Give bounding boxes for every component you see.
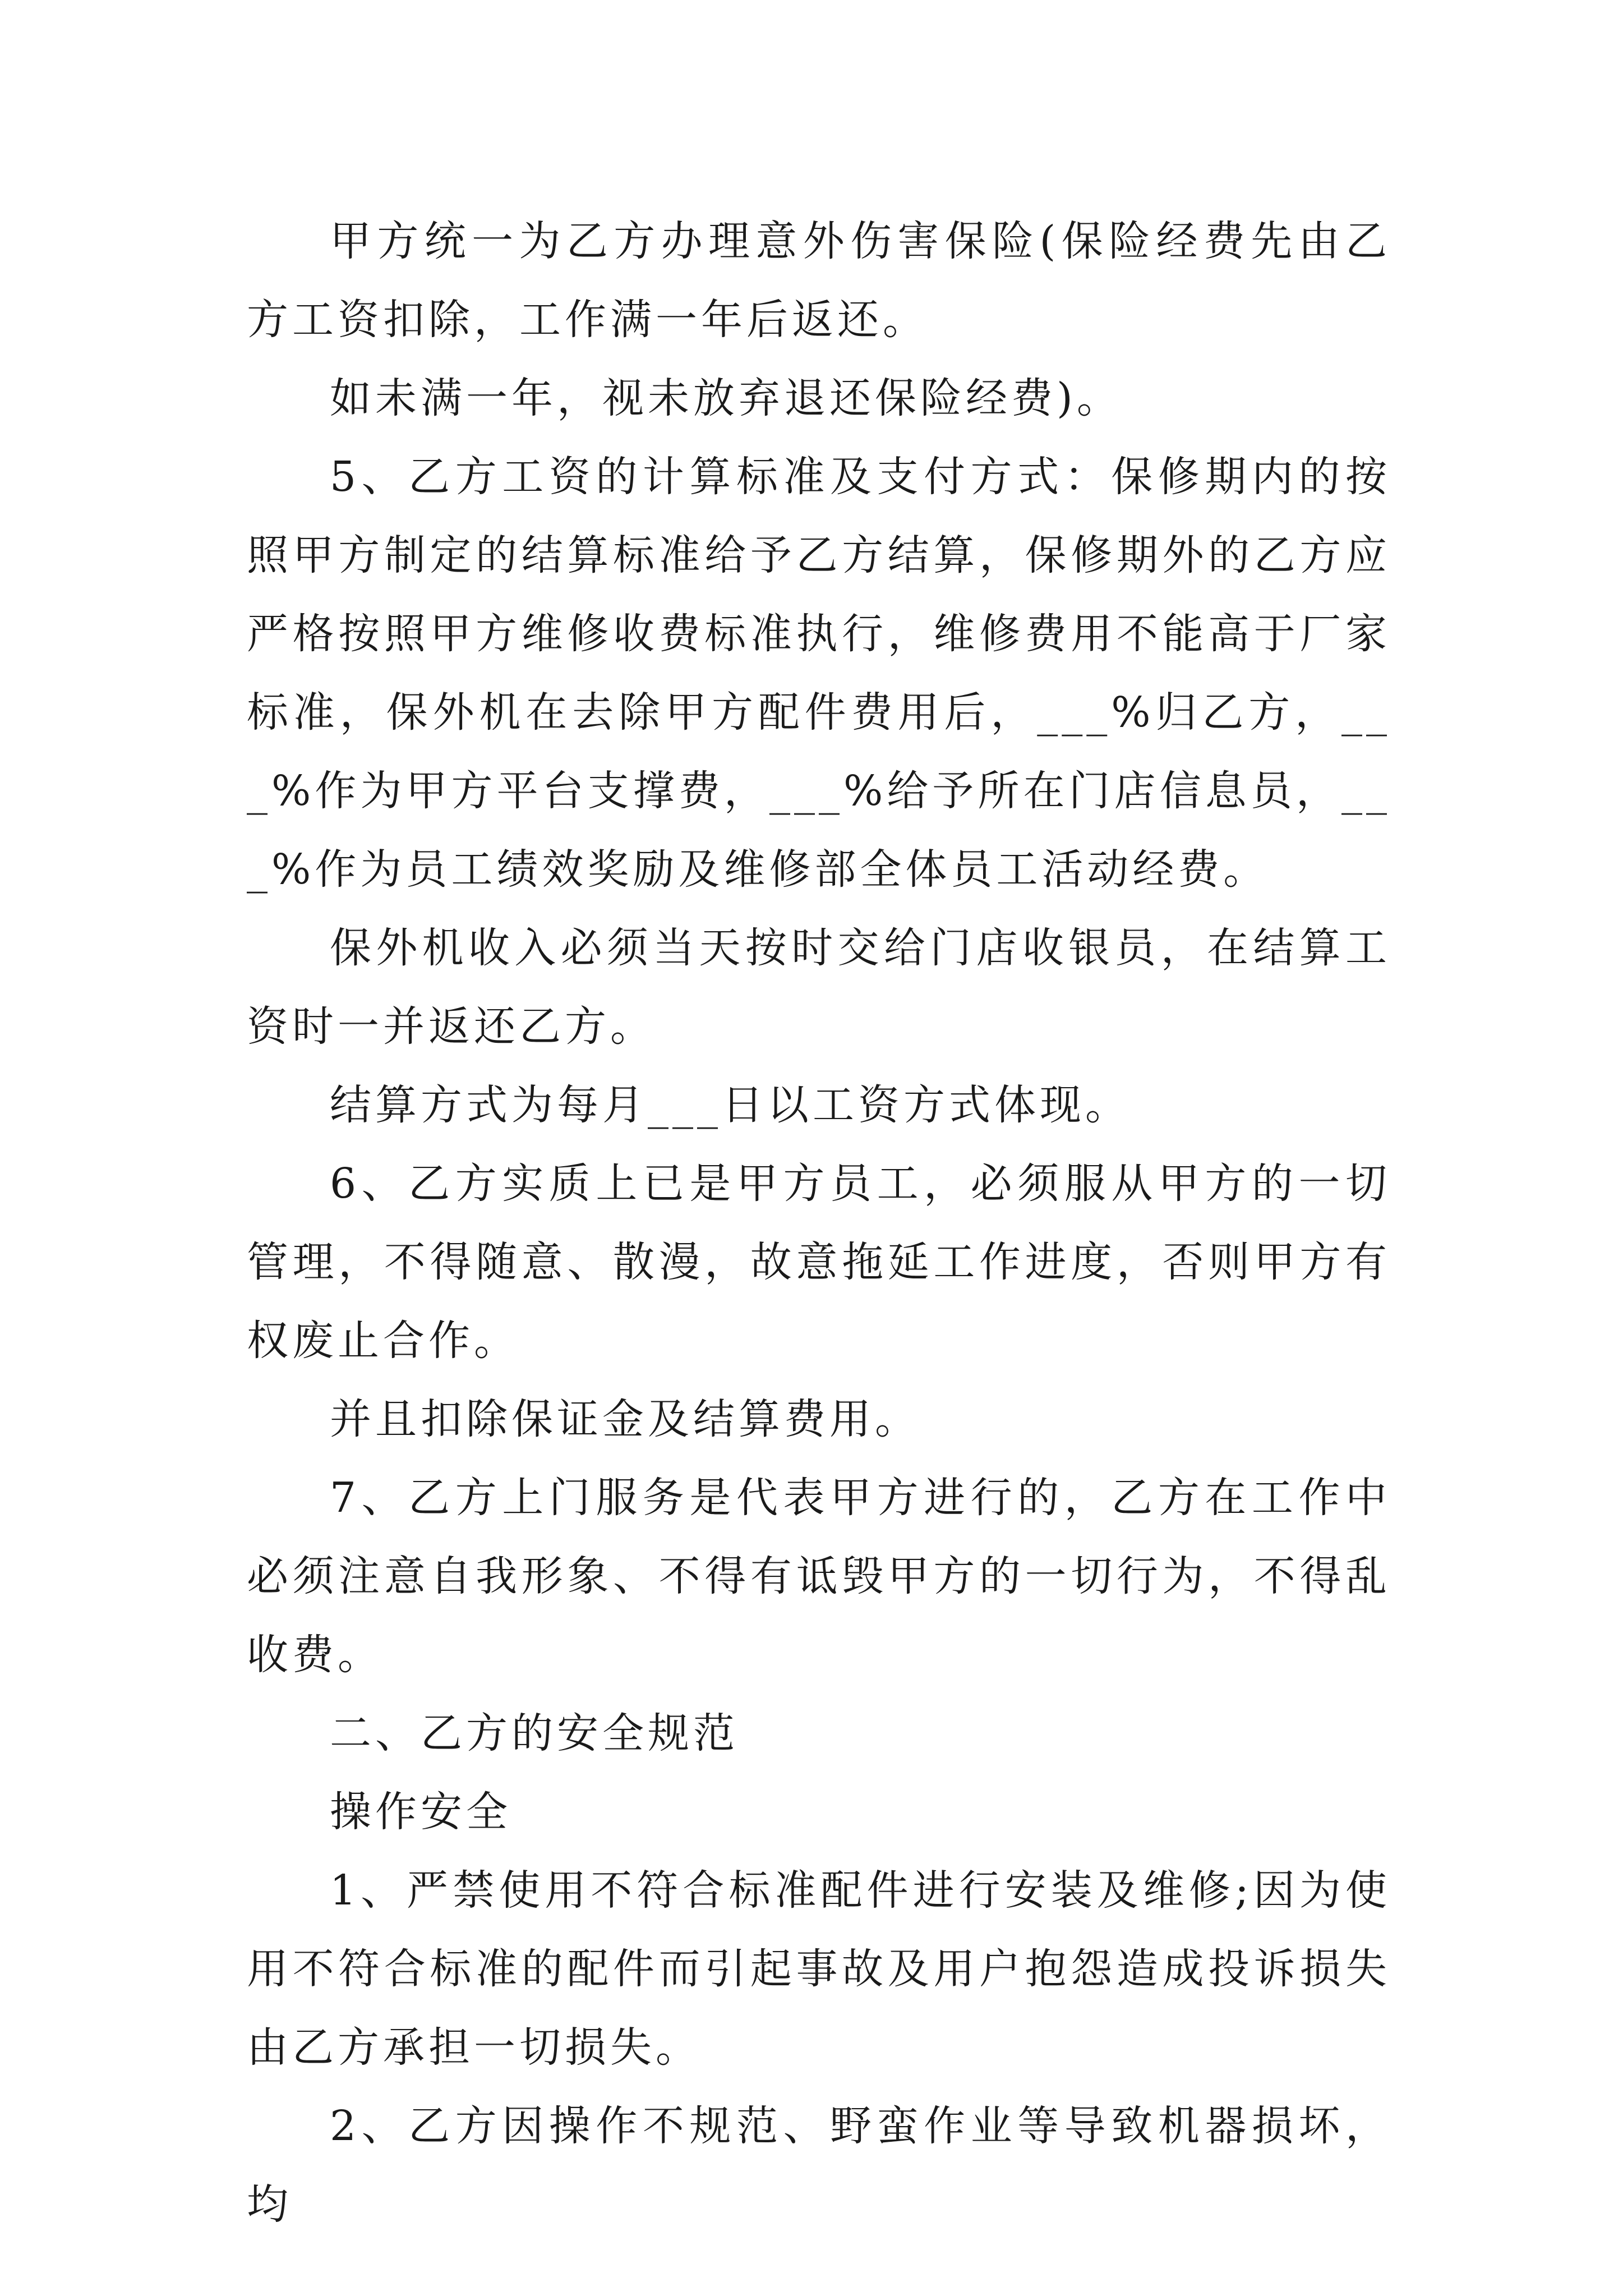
paragraph-clause-7-service: 7、乙方上门服务是代表甲方进行的，乙方在工作中必须注意自我形象、不得有诋毁甲方的一切行为，不得乱收费。 bbox=[247, 1474, 1391, 1679]
paragraph-insurance-refund: 如未满一年，视未放弃退还保险经费)。 bbox=[330, 374, 1122, 422]
section-heading-safety: 二、乙方的安全规范 bbox=[330, 1709, 739, 1757]
paragraph-safety-rule-1: 1、严禁使用不符合标准配件进行安装及维修;因为使用不符合标准的配件而引起事故及用户抱怨造成投诉损失由乙方承担一切损失。 bbox=[247, 1866, 1391, 2072]
paragraph-safety-rule-2: 2、乙方因操作不规范、野蛮作业等导致机器损坏，均 bbox=[247, 2102, 1391, 2229]
paragraph-out-of-warranty-income: 保外机收入必须当天按时交给门店收银员，在结算工资时一并返还乙方。 bbox=[247, 924, 1391, 1051]
paragraph-settlement-date: 结算方式为每月___日以工资方式体现。 bbox=[330, 1081, 1131, 1129]
document-body bbox=[247, 202, 1391, 2244]
paragraph-clause-6-management: 6、乙方实质上已是甲方员工，必须服从甲方的一切管理，不得随意、散漫，故意拖延工作进度，否则甲方有权废止合作。 bbox=[247, 1159, 1391, 1365]
paragraph-clause-5-salary: 5、乙方工资的计算标准及支付方式：保修期内的按照甲方制定的结算标准给予乙方结算，保修期外的乙方应严格按照甲方维修收费标准执行，维修费用不能高于厂家标准，保外机在去除甲方配件费用后，___%归乙方，___%作为甲方平台支撑费，___%给予所在门店信息员，___%作为员工绩效奖励及维修部全体员工活动经费。 bbox=[247, 453, 1391, 894]
paragraph-insurance: 甲方统一为乙方办理意外伤害保险(保险经费先由乙方工资扣除，工作满一年后返还。 bbox=[247, 217, 1391, 344]
subheading-operation-safety: 操作安全 bbox=[330, 1788, 511, 1836]
paragraph-deposit-deduction: 并且扣除保证金及结算费用。 bbox=[330, 1395, 920, 1443]
